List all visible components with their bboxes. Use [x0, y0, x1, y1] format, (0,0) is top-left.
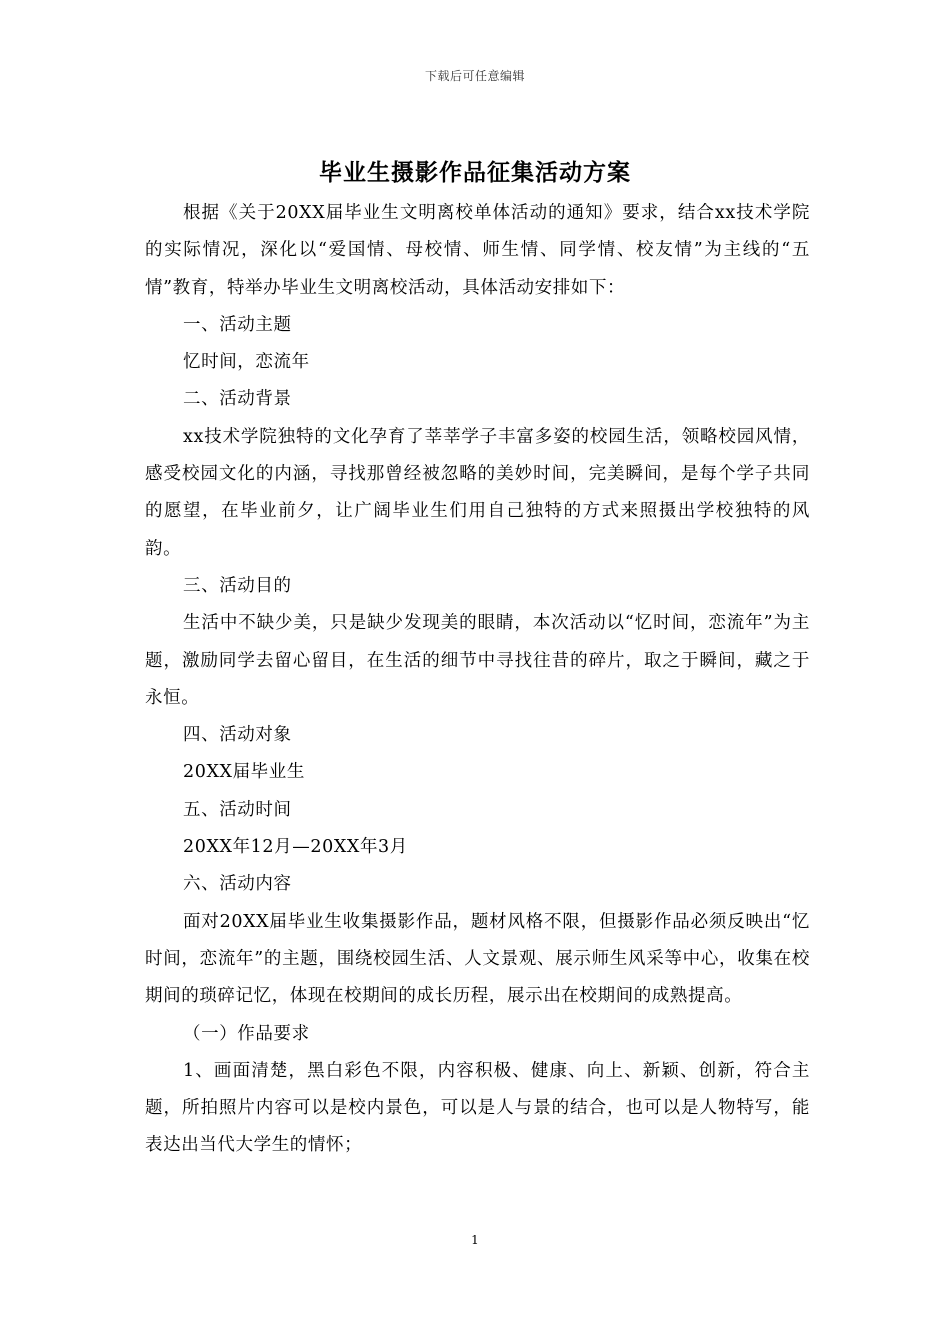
document-body	[145, 195, 810, 1165]
purpose-paragraph: 生活中不缺少美，只是缺少发现美的眼睛，本次活动以“忆时间，恋流年”为主题，激励同学去留心留目，在生活的细节中寻找往昔的碎片，取之于瞬间，藏之于永恒。	[145, 613, 810, 708]
target-text: 20XX届毕业生	[183, 762, 305, 783]
section-heading-theme: 一、活动主题	[183, 314, 292, 335]
page-number: 1	[471, 1233, 479, 1247]
section-heading-content: 六、活动内容	[183, 874, 292, 895]
content-paragraph: 面对20XX届毕业生收集摄影作品，题材风格不限，但摄影作品必须反映出“忆时间，恋流年”的主题，围绕校园生活、人文景观、展示师生风采等中心，收集在校期间的琐碎记忆，体现在校期间的成长历程，展示出在校期间的成熟提高。	[145, 911, 810, 1007]
section-heading-purpose: 三、活动目的	[183, 575, 292, 596]
subsection-heading-requirements: （一）作品要求	[183, 1023, 310, 1044]
section-heading-target: 四、活动对象	[183, 725, 292, 746]
background-paragraph: xx技术学院独特的文化孕育了莘莘学子丰富多姿的校园生活，领略校园风情，感受校园文化的内涵，寻找那曾经被忽略的美妙时间，完美瞬间，是每个学子共同的愿望，在毕业前夕，让广阔毕业生们用自己独特的方式来照摄出学校独特的风韵。	[145, 426, 810, 559]
section-heading-background: 二、活动背景	[183, 389, 292, 410]
document-title: 毕业生摄影作品征集活动方案	[319, 160, 631, 186]
page-header: 下载后可任意编辑	[424, 69, 525, 83]
intro-paragraph: 根据《关于20XX届毕业生文明离校单体活动的通知》要求，结合xx技术学院的实际情况，深化以“爱国情、母校情、师生情、同学情、校友情”为主线的“五情”教育，特举办毕业生文明离校活动，具体活动安排如下：	[145, 203, 810, 298]
theme-text: 忆时间，恋流年	[183, 352, 310, 373]
requirement-item-1: 1、画面清楚，黑白彩色不限，内容积极、健康、向上、新颖、创新，符合主题，所拍照片内容可以是校内景色，可以是人与景的结合，也可以是人物特写，能表达出当代大学生的情怀；	[145, 1060, 810, 1156]
time-text: 20XX年12月—20XX年3月	[183, 837, 408, 858]
section-heading-time: 五、活动时间	[183, 799, 292, 820]
